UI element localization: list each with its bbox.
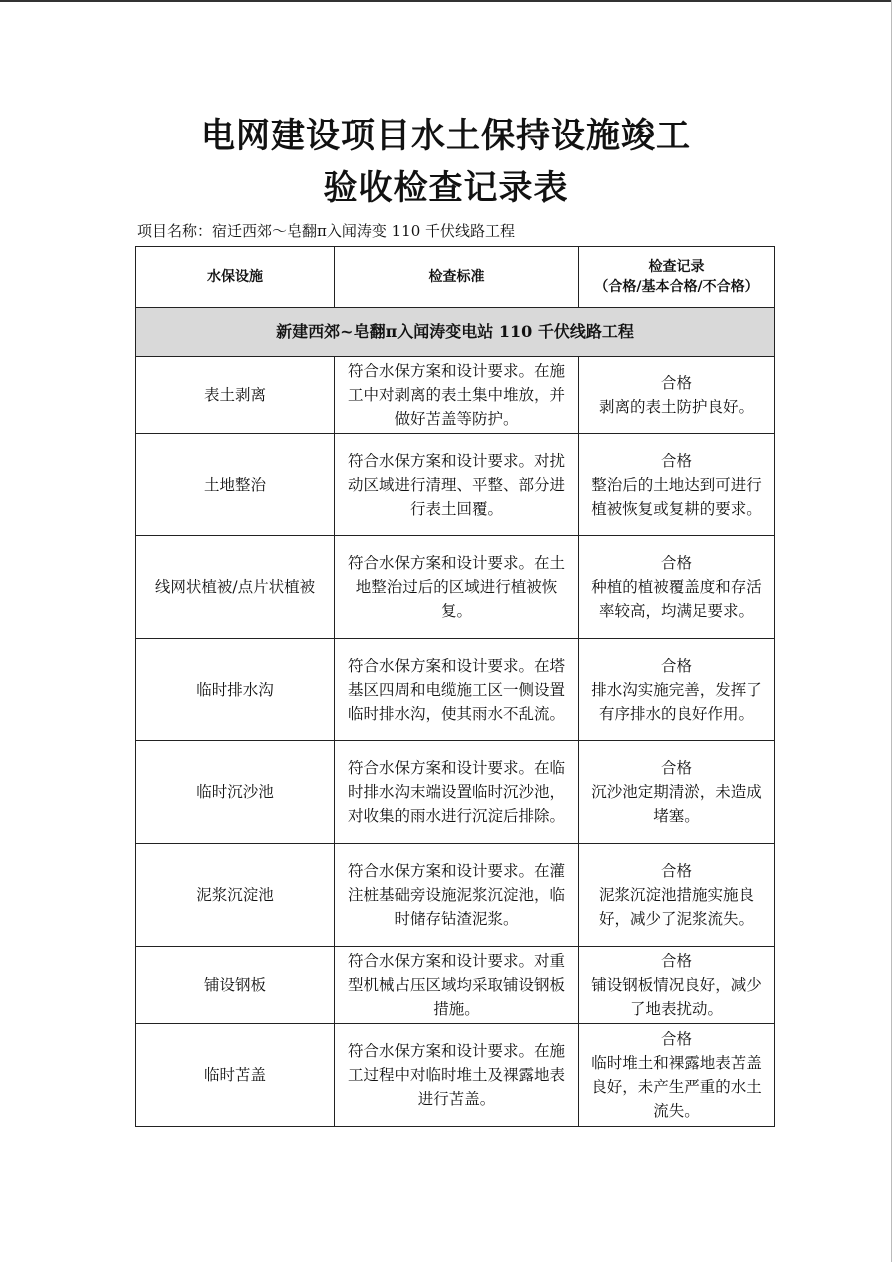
facility-cell: 表土剥离 xyxy=(136,357,335,434)
inspection-table xyxy=(135,246,775,1127)
standard-cell: 符合水保方案和设计要求。在临时排水沟末端设置临时沉沙池，对收集的雨水进行沉淀后排除。 xyxy=(335,741,579,844)
record-status: 合格 xyxy=(660,554,692,572)
record-note: 沉沙池定期清淤，未造成堵塞。 xyxy=(591,783,762,825)
facility-cell: 土地整治 xyxy=(136,434,335,536)
header-standard: 检查标准 xyxy=(335,247,579,308)
table-row xyxy=(136,741,775,844)
standard-cell: 符合水保方案和设计要求。在灌注桩基础旁设施泥浆沉淀池，临时储存钻渣泥浆。 xyxy=(335,844,579,947)
record-cell xyxy=(579,741,775,844)
record-note: 种植的植被覆盖度和存活率较高，均满足要求。 xyxy=(591,578,762,620)
record-status: 合格 xyxy=(660,759,692,777)
standard-cell: 符合水保方案和设计要求。在塔基区四周和电缆施工区一侧设置临时排水沟，使其雨水不乱流。 xyxy=(335,639,579,741)
record-note: 排水沟实施完善，发挥了有序排水的良好作用。 xyxy=(591,680,762,723)
record-status: 合格 xyxy=(660,374,692,392)
facility-cell: 线网状植被/点片状植被 xyxy=(136,536,335,639)
standard-cell: 符合水保方案和设计要求。在土地整治过后的区域进行植被恢复。 xyxy=(335,536,579,639)
facility-cell: 临时排水沟 xyxy=(136,639,335,741)
record-cell xyxy=(579,844,775,947)
section-title: 新建西郊~皂翻π入闻涛变电站 110 千伏线路工程 xyxy=(136,308,775,357)
table-row xyxy=(136,536,775,639)
record-status: 合格 xyxy=(660,862,692,880)
table-row xyxy=(136,434,775,536)
top-border-line xyxy=(0,0,892,2)
header-record: 检查记录 （合格/基本合格/不合格） xyxy=(579,247,775,308)
record-status: 合格 xyxy=(660,656,692,675)
document-title-line-1: 电网建设项目水土保持设施竣工 xyxy=(201,116,691,156)
record-cell xyxy=(579,536,775,639)
table-row xyxy=(136,1024,775,1127)
standard-cell: 符合水保方案和设计要求。对重型机械占压区域均采取铺设钢板措施。 xyxy=(335,947,579,1024)
record-status: 合格 xyxy=(660,451,692,470)
record-note: 临时堆土和裸露地表苫盖良好，未产生严重的水土流失。 xyxy=(591,1054,762,1120)
project-name-value: 宿迁西郊～皂翻π入闻涛变 110 千伏线路工程 xyxy=(212,222,516,240)
record-note: 整治后的土地达到可进行植被恢复或复耕的要求。 xyxy=(591,475,762,518)
record-note: 铺设钢板情况良好，减少了地表扰动。 xyxy=(591,976,762,1018)
record-cell xyxy=(579,434,775,536)
table-row xyxy=(136,639,775,741)
table-row xyxy=(136,947,775,1024)
section-row xyxy=(136,308,775,357)
record-cell xyxy=(579,639,775,741)
table-row xyxy=(136,357,775,434)
record-cell xyxy=(579,1024,775,1127)
table-row xyxy=(136,844,775,947)
facility-cell: 铺设钢板 xyxy=(136,947,335,1024)
project-name-label: 项目名称： xyxy=(137,222,213,240)
facility-cell: 临时苫盖 xyxy=(136,1024,335,1127)
record-note: 泥浆沉淀池措施实施良好，减少了泥浆流失。 xyxy=(598,886,754,928)
facility-cell: 临时沉沙池 xyxy=(136,741,335,844)
table-header-row xyxy=(136,247,775,308)
document-title-line-2: 验收检查记录表 xyxy=(323,168,569,208)
project-name xyxy=(137,220,515,241)
facility-cell: 泥浆沉淀池 xyxy=(136,844,335,947)
record-note: 剥离的表土防护良好。 xyxy=(598,398,754,416)
record-cell xyxy=(579,947,775,1024)
header-facility: 水保设施 xyxy=(136,247,335,308)
record-status: 合格 xyxy=(660,1030,692,1048)
standard-cell: 符合水保方案和设计要求。在施工过程中对临时堆土及裸露地表进行苫盖。 xyxy=(335,1024,579,1127)
record-status: 合格 xyxy=(660,952,692,970)
standard-cell: 符合水保方案和设计要求。对扰动区域进行清理、平整、部分进行表土回覆。 xyxy=(335,434,579,536)
record-cell xyxy=(579,357,775,434)
standard-cell: 符合水保方案和设计要求。在施工中对剥离的表土集中堆放，并做好苫盖等防护。 xyxy=(335,357,579,434)
